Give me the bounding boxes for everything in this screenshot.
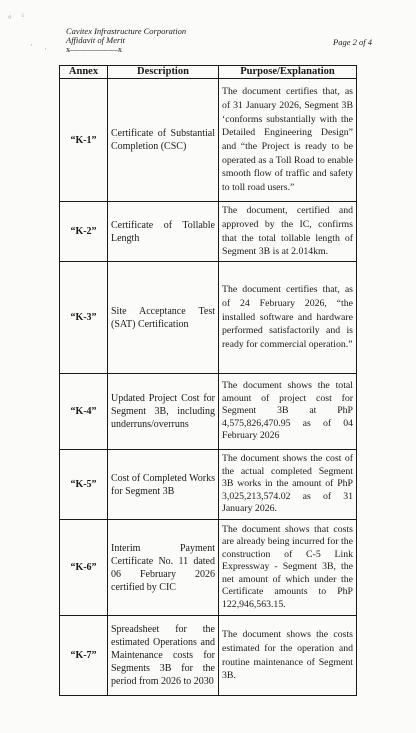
column-header-annex: Annex <box>60 66 108 79</box>
annex-purpose: The document shows the cost of the actual completed Segment 3B works in the amount of PhP 3,025,213,574.02 as of 31 January 2026. <box>219 450 357 520</box>
page-number: Page 2 of 4 <box>333 37 372 47</box>
annex-purpose: The document shows that costs are already being incurred for the construction of C-5 Link Expressway - Segment 3B, the net amount of which under the Certificate amounts to PhP 122,946,563.15. <box>219 520 357 616</box>
annex-purpose: The document shows the costs estimated for the operation and routine maintenance of Segment 3B. <box>219 616 357 696</box>
column-header-purpose: Purpose/Explanation <box>219 66 357 79</box>
scan-mark-left: ° <box>8 14 12 24</box>
annex-table <box>59 65 357 696</box>
table-row <box>60 262 357 374</box>
annex-description: Interim Payment Certificate No. 11 dated 06 February 2026 certified by CIC <box>108 520 219 616</box>
annex-id: “K-5” <box>60 450 108 520</box>
annex-description: Updated Project Cost for Segment 3B, including underruns/overruns <box>108 374 219 450</box>
table-row <box>60 202 357 262</box>
annex-purpose: The document shows the total amount of project cost for Segment 3B at PhP 4,575,826,470.95 as of 04 February 2026 <box>219 374 357 450</box>
annex-id: “K-2” <box>60 202 108 262</box>
annex-id: “K-6” <box>60 520 108 616</box>
document-header <box>66 27 186 45</box>
annex-description: Spreadsheet for the estimated Operations and Maintenance costs for Segments 3B for the period from 2026 to 2030 <box>108 616 219 696</box>
table-header-row <box>60 66 357 79</box>
table-row <box>60 616 357 696</box>
document-title: Affidavit of Merit <box>66 35 126 45</box>
table-row <box>60 520 357 616</box>
company-name: Cavitex Infrastructure Corporation <box>66 26 187 36</box>
scan-mark-left-2: ⁱ <box>22 12 24 22</box>
table-row <box>60 450 357 520</box>
annex-id: “K-1” <box>60 79 108 202</box>
table-row <box>60 374 357 450</box>
annex-description: Site Acceptance Test (SAT) Certification <box>108 262 219 374</box>
annex-id: “K-4” <box>60 374 108 450</box>
table-row <box>60 79 357 202</box>
signature-mark: x———————x <box>66 45 121 54</box>
annex-id: “K-7” <box>60 616 108 696</box>
annex-purpose: The document, certified and approved by the IC, confirms that the total tollable length of Segment 3B is at 2.014km. <box>219 202 357 262</box>
annex-purpose: The document certifies that, as of 24 February 2026, “the installed software and hardware performed satisfactorily and is ready for commercial operation.” <box>219 262 357 374</box>
scan-mark-left-3: · <box>30 40 33 50</box>
annex-description: Cost of Completed Works for Segment 3B <box>108 450 219 520</box>
scan-mark-left-4: · <box>44 44 47 54</box>
annex-description: Certificate of Substantial Completion (CSC) <box>108 79 219 202</box>
annex-description: Certificate of Tollable Length <box>108 202 219 262</box>
column-header-description: Description <box>108 66 219 79</box>
annex-purpose: The document certifies that, as of 31 January 2026, Segment 3B ‘conforms substantially with the Detailed Engineering Design” and “the Project is ready to be operated as a Toll Road to enable smooth flow of traffic and safety to toll road users.” <box>219 79 357 202</box>
annex-id: “K-3” <box>60 262 108 374</box>
